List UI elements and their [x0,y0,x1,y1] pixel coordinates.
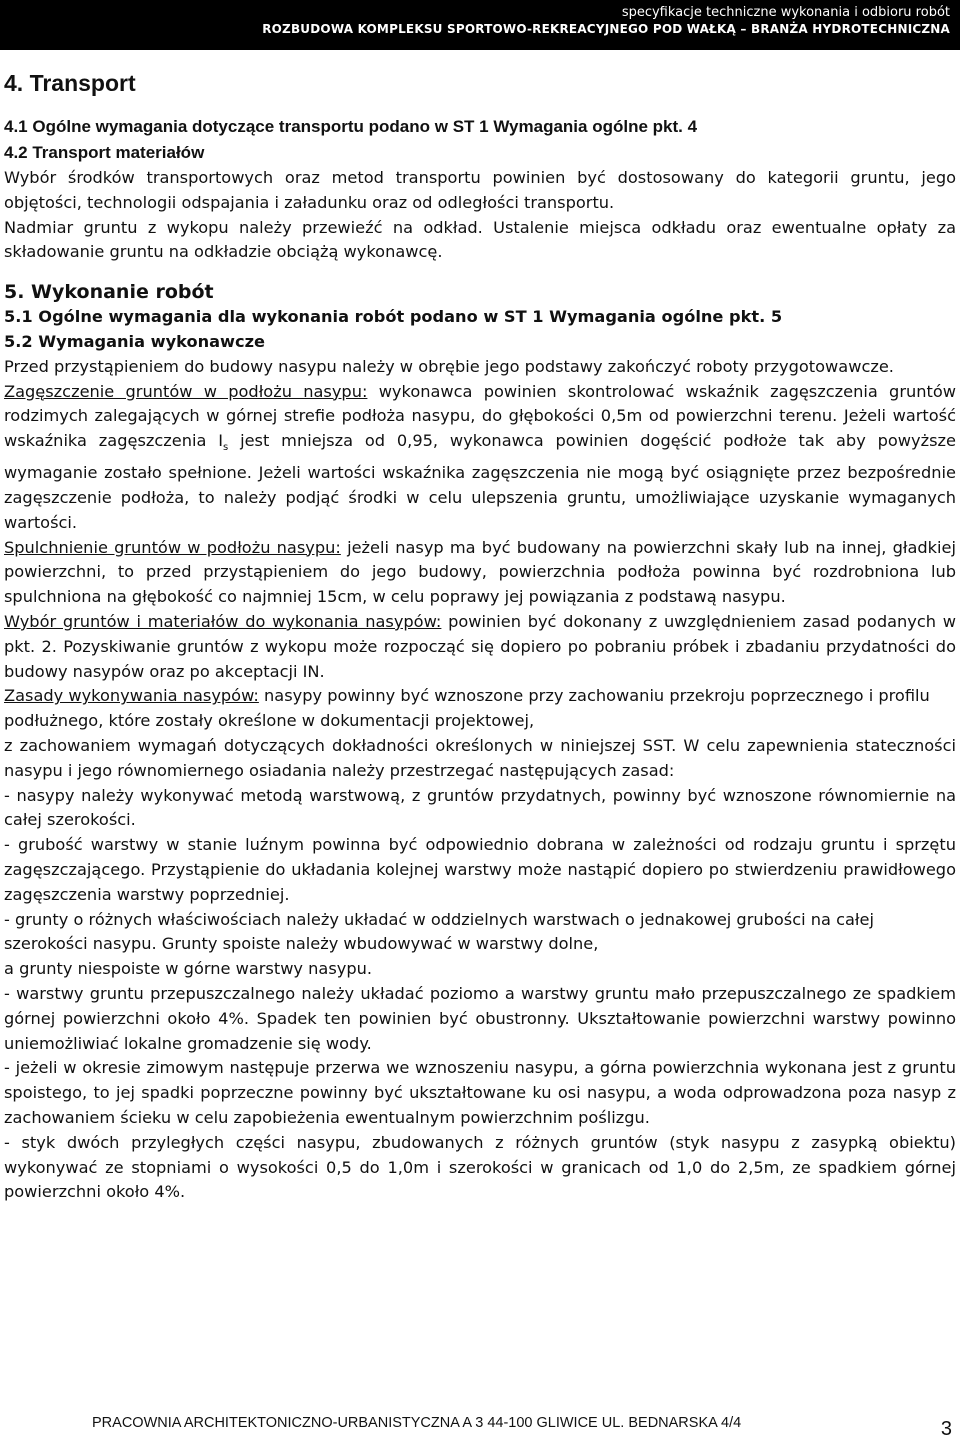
page-footer: PRACOWNIA ARCHITEKTONICZNO-URBANISTYCZNA A 3 44-100 GLIWICE UL. BEDNARSKA 4/4 [92,1415,742,1431]
compaction-label: Zagęszczenie gruntów w podłożu nasypu: [4,381,368,401]
material-choice-text: powinien być dokonany z uwzględnieniem zasad podanych w pkt. 2. Pozyskiwanie gruntów z wykopu może rozpocząć się dopiero po pobraniu próbek i zbadaniu przydatności do budowy nasypów oraz po akceptacji IN. [4,611,956,681]
compaction-text-a: wykonawca powinien skontrolować wskaźnik zagęszczenia gruntów rodzimych zalegających w górnej strefie podłoża nasypu, do głębokości 0,5m od powierzchni terenu. Jeżeli wartość wskaźnika zagęszczenia I [4,381,956,451]
section-5-1-heading: 5.1 Ogólne wymagania dla wykonania robót podano w ST 1 Wymagania ogólne pkt. 5 [4,307,783,327]
bullet-winter-break: - jeżeli w okresie zimowym następuje przerwa we wznoszeniu nasypu, a górna powierzchnia wykonana jest z gruntu spoistego, to jej spadki poprzeczne powinny być ukształtowane ku osi nasypu, a woda odprowadzona poza nasyp z zachowaniem ścieku w celu zapobieżenia ewentualnym powierzchnim poślizgu. [4,1058,956,1127]
header-project: ROZBUDOWA KOMPLEKSU SPORTOWO-REKREACYJNEGO POD WAŁKĄ – BRANŻA HYDROTECHNICZNA [262,22,950,36]
section-5-2-heading: 5.2 Wymagania wykonawcze [4,331,266,351]
paragraph-material-choice [4,610,956,684]
header-title: specyfikacje techniczne wykonania i odbioru robót [621,5,950,20]
paragraph-preparation: Przed przystąpieniem do budowy nasypu należy w obrębie jego podstawy zakończyć roboty przygotowawcze. [4,356,894,376]
paragraph-transport-choice: Wybór środków transportowych oraz metod transportu powinien być dostosowany do kategorii gruntu, jego objętości, technologii odspajania i załadunku oraz od odległości transportu. [4,168,956,212]
page-number: 3 [940,1418,952,1440]
paragraph-embankment-rules-cont: z zachowaniem wymagań dotyczących dokładności określonych w niniejszej SST. W celu zapewnienia stateczności nasypu i jego równomiernego osiadania należy przestrzegać następujących zasad: [4,735,956,780]
bullet-layered-method: - nasypy należy wykonywać metodą warstwową, z gruntów przydatnych, powinny być wznoszone równomiernie na całej szerokości. [4,785,956,830]
section-5-title: 5. Wykonanie robót [4,281,214,304]
bullet-permeable-layers: - warstwy gruntu przepuszczalnego należy układać poziomo a warstwy gruntu mało przepuszczalnego ze spadkiem górnej powierzchni około 4%. Spadek ten powinien być obustronny. Ukształtowanie powierzchni warstwy powinno uniemożliwiać lokalne gromadzenie się wody. [4,983,956,1053]
compaction-index-subscript: s [223,442,229,454]
bullet-different-soils: - grunty o różnych właściwościach należy układać w oddzielnych warstwach o jednakowej grubości na całej szerokości nasypu. Grunty spoiste należy wbudowywać w warstwy dolne, [4,909,874,954]
paragraph-loosening [4,536,956,610]
compaction-text-b: jest mniejsza od 0,95, wykonawca powinien dogęścić podłoże tak aby powyższe wymaganie zostało spełnione. Jeżeli wartości wskaźnika zagęszczenia nie mogą być osiągnięte przez bezpośrednie zagęszczenie podłoża, to należy podjąć środki w celu ulepszenia gruntu, umożliwiające uzyskanie wymaganych wartości. [4,431,957,532]
embankment-rules-text-a: nasypy powinny być wznoszone przy zachowaniu przekroju poprzecznego i profilu podłużnego, które zostały określone w dokumentacji projektowej, [4,686,930,731]
loosening-text: jeżeli nasyp ma być budowany na powierzchni skały lub na innej, gładkiej powierzchni, to przed przystąpieniem do jego budowy, powierzchnia podłoża powinna być rozdrobniona lub spulchniona na głębokość co najmniej 15cm, w celu poprawy jej powiązania z podstawą nasypu. [4,537,956,607]
document-body [4,66,956,1205]
bullet-layer-thickness: - grubość warstwy w stanie luźnym powinna być odpowiednio dobrana w zależności od rodzaju gruntu i sprzętu zagęszczającego. Przystąpienie do układania kolejnej warstwy może nastąpić dopiero po stwierdzeniu prawidłowego zagęszczenia warstwy poprzedniej. [4,835,956,904]
section-4-2-heading: 4.2 Transport materiałów [4,143,205,162]
bullet-joint-steps: - styk dwóch przyległych części nasypu, zbudowanych z różnych gruntów (styk nasypu z zasypką obiektu) wykonywać ze stopniami o wysokości 0,5 do 1,0m i szerokości w granicach od 1,0 do 2,5m, ze spadkiem górnej powierzchni około 4%. [4,1132,956,1202]
section-4-1-heading: 4.1 Ogólne wymagania dotyczące transportu podano w ST 1 Wymagania ogólne pkt. 4 [4,117,698,136]
embankment-rules-label: Zasady wykonywania nasypów: [4,686,259,706]
paragraph-embankment-rules [4,684,956,734]
page-header [0,0,960,50]
section-4-title: 4. Transport [4,70,136,96]
bullet-different-soils-cont: a grunty niespoiste w górne warstwy nasypu. [4,959,373,979]
paragraph-compaction [4,380,956,536]
paragraph-excess-soil: Nadmiar gruntu z wykopu należy przewieźć na odkład. Ustalenie miejsca odkładu oraz ewentualne opłaty za składowanie gruntu na odkładzie obciążą wykonawcę. [4,217,956,262]
material-choice-label: Wybór gruntów i materiałów do wykonania nasypów: [4,611,442,631]
loosening-label: Spulchnienie gruntów w podłożu nasypu: [4,537,341,557]
